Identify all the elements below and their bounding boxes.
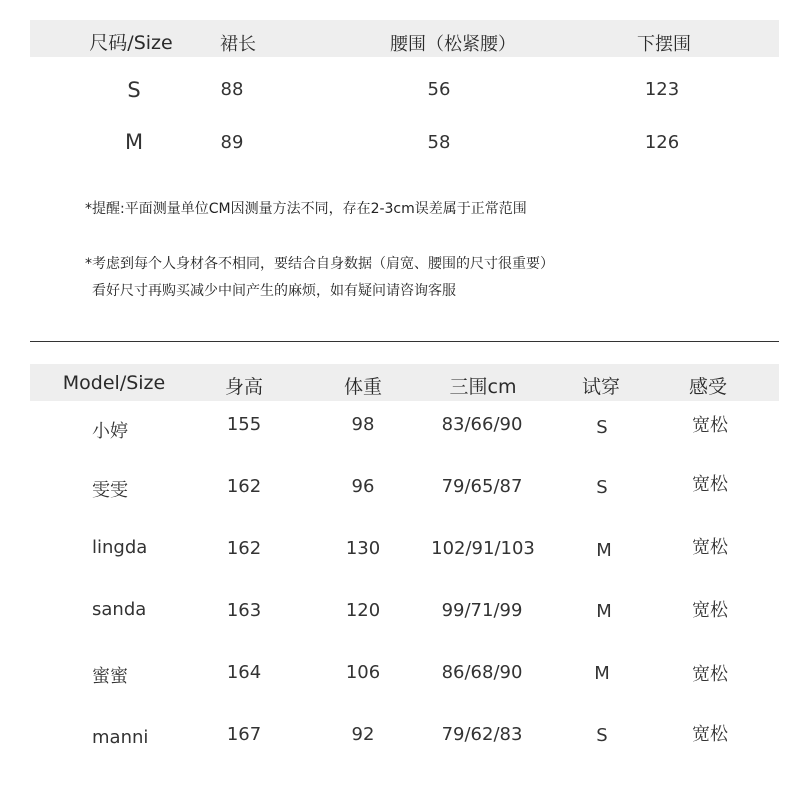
size-row-s-waist: 56 (427, 79, 451, 100)
model-row-5-measurements: 86/68/90 (441, 662, 523, 683)
model-row-2-name: 雯雯 (92, 480, 128, 501)
model-row-2-measurements: 79/65/87 (441, 476, 523, 497)
size-header-length: 裙长 (220, 34, 256, 55)
model-header-height: 身高 (224, 376, 264, 398)
model-row-4-size: M (596, 601, 612, 622)
note-measurement: *提醒:平面测量单位CM因测量方法不同，存在2-3cm误差属于正常范围 (85, 201, 527, 217)
note-body-fit-continued: 看好尺寸再购买减少中间产生的麻烦，如有疑问请咨询客服 (92, 283, 456, 299)
model-row-1-size: S (596, 417, 608, 438)
model-row-4-height: 163 (226, 600, 262, 621)
model-row-4-name: sanda (92, 599, 147, 620)
model-row-5-size: M (594, 663, 610, 684)
model-row-3-name: lingda (92, 537, 148, 558)
size-row-s-length: 88 (220, 79, 244, 100)
size-row-s-hem: 123 (644, 79, 680, 100)
model-row-5-weight: 106 (345, 662, 381, 683)
model-row-3-weight: 130 (345, 538, 381, 559)
model-row-6-feel: 宽松 (692, 724, 728, 745)
size-row-s-size: S (127, 78, 141, 102)
model-header-fit-feel: 感受 (688, 376, 728, 398)
model-header-measurements: 三围cm (449, 376, 517, 398)
model-row-4-feel: 宽松 (692, 600, 728, 621)
model-row-1-weight: 98 (351, 414, 375, 435)
size-row-m-size: M (124, 130, 144, 154)
model-row-3-feel: 宽松 (692, 537, 728, 558)
model-header-weight: 体重 (343, 376, 383, 398)
model-row-3-height: 162 (226, 538, 262, 559)
model-row-3-measurements: 102/91/103 (431, 538, 535, 559)
model-row-2-height: 162 (226, 476, 262, 497)
size-header-waist: 腰围（松紧腰） (390, 34, 516, 55)
model-row-4-measurements: 99/71/99 (441, 600, 523, 621)
model-row-2-weight: 96 (351, 476, 375, 497)
model-row-1-name: 小婷 (92, 421, 128, 442)
model-row-3-size: M (596, 540, 612, 561)
model-row-6-size: S (596, 725, 608, 746)
model-row-6-name: manni (92, 727, 149, 748)
note-body-fit: *考虑到每个人身材各不相同，要结合自身数据（肩宽、腰围的尺寸很重要） (85, 256, 554, 272)
size-row-m-waist: 58 (427, 132, 451, 153)
model-row-6-weight: 92 (351, 724, 375, 745)
model-row-1-measurements: 83/66/90 (441, 414, 523, 435)
model-row-2-size: S (596, 477, 608, 498)
size-header-hem: 下摆围 (637, 34, 691, 55)
model-row-2-feel: 宽松 (692, 474, 728, 495)
model-row-5-feel: 宽松 (692, 664, 728, 685)
model-header-model: Model/Size (62, 372, 166, 394)
section-divider (30, 341, 779, 342)
size-header-size: 尺码/Size (89, 32, 173, 54)
size-row-m-hem: 126 (644, 132, 680, 153)
model-row-5-name: 蜜蜜 (92, 666, 128, 687)
model-row-1-height: 155 (226, 414, 262, 435)
model-row-4-weight: 120 (345, 600, 381, 621)
model-header-tried-size: 试穿 (581, 376, 621, 398)
model-row-6-measurements: 79/62/83 (441, 724, 523, 745)
model-row-5-height: 164 (226, 662, 262, 683)
model-row-6-height: 167 (226, 724, 262, 745)
model-row-1-feel: 宽松 (692, 415, 728, 436)
size-row-m-length: 89 (220, 132, 244, 153)
